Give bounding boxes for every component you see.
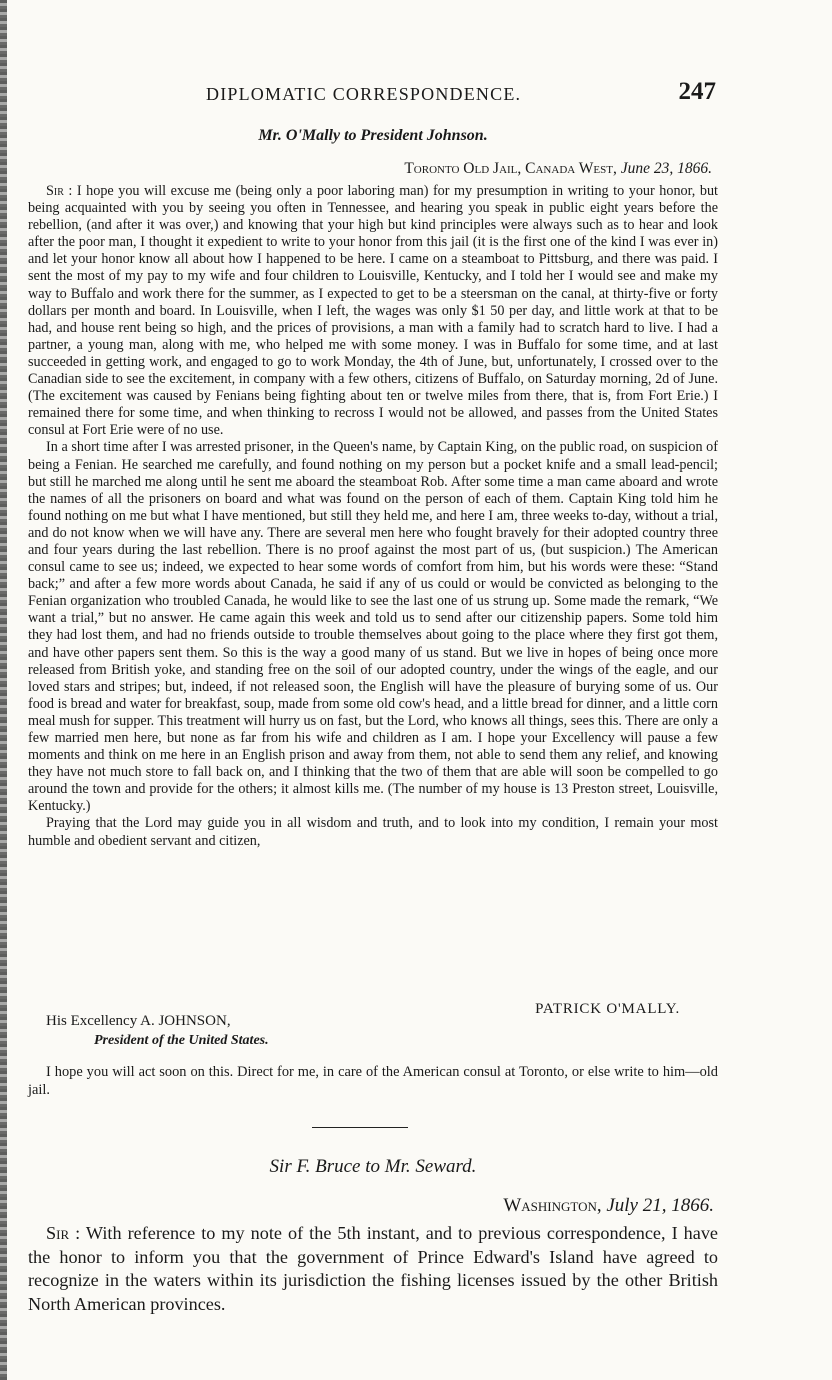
dateline-date: June 23, 1866. bbox=[620, 160, 712, 177]
section-divider bbox=[312, 1127, 408, 1128]
paragraph bbox=[28, 183, 718, 439]
dateline-place: Toronto Old Jail, Canada West, bbox=[404, 160, 617, 177]
page-number: 247 bbox=[678, 78, 716, 105]
signature: PATRICK O'MALLY. bbox=[535, 1001, 680, 1017]
running-head-title: DIPLOMATIC CORRESPONDENCE. bbox=[206, 84, 522, 104]
letter-heading-omally: Mr. O'Mally to President Johnson. bbox=[258, 127, 488, 144]
paragraph-text: With reference to my note of the 5th instant, and to previous correspondence, I have the honor to inform you that the government of Prince Edward's Island have agreed to recognize in the waters within its jurisdiction the fishing licenses issued by the other British North American provinces. bbox=[28, 1223, 719, 1314]
paragraph: Praying that the Lord may guide you in all wisdom and truth, and to look into my condition, I remain your most humble and obedient servant and citizen, bbox=[28, 815, 718, 849]
dateline-toronto bbox=[404, 160, 712, 178]
scan-edge bbox=[0, 0, 7, 1380]
addressee-block bbox=[46, 1012, 269, 1050]
paragraph: In a short time after I was arrested prisoner, in the Queen's name, by Captain King, on the public road, on suspicion of being a Fenian. He searched me carefully, and found nothing on my person but a pocket knife and a small lead-pencil; but still he marched me along until he sent me aboard the steamboat Rob. After some time a man came aboard and wrote the names of all the prisoners on board and what was found on the person of each of them. Captain King told him he found nothing on me but what I have mentioned, but still they held me, and here I am, three weeks to-day, without a trial, and do not know when we will have any. There are several men here who fought bravely for their adopted country three and four years during the last rebellion. There is no proof against the most part of us, (but suspicion.) The American consul came to see us; indeed, we expected to hear some words of comfort from him, but his words were these: “Stand back;” and after a few more words about Canada, he said if any of us could or would be convicted as belonging to the Fenian organization who troubled Canada, he would like to see the last one of us strung up. Some made the remark, “We want a trial,” but no answer. He came again this week and told us to send after our citizenship papers. Some told him they had lost them, and had no friends outside to trouble themselves about going to the place where they first got them, and have other papers sent them. So this is the way a good many of us stand. But we live in hopes of being once more released from British yoke, and standing free on the soil of our adopted country, under the wings of the eagle, and our loved stars and stripes; but, indeed, if not released soon, the English will have the pleasure of burying some of us. Our food is bread and water for breakfast, soup, made from some old cow's head, and a little bread for dinner, and a little corn meal mush for supper. This treatment will hurry us on fast, but the Lord, who knows all things, sees this. There are only a few married men here, but none as far from his wife and children as I am. I hope your Excellency will pause a few moments and think on me here in an English prison and away from them, not able to send them any relief, and knowing they have not much store to fall back on, and I thinking that the two of them that are able will soon be compelled to go around the town and provide for the others; it almost kills me. (The number of my house is 13 Preston street, Louisville, Kentucky.) bbox=[28, 439, 718, 815]
addressee-title: President of the United States. bbox=[94, 1033, 269, 1048]
letter-body-bruce bbox=[28, 1222, 718, 1316]
addressee-name: His Excellency A. JOHNSON, bbox=[46, 1013, 231, 1029]
dateline-place: Washington, bbox=[503, 1195, 602, 1216]
dateline-date: July 21, 1866. bbox=[606, 1195, 714, 1216]
postscript: I hope you will act soon on this. Direct for me, in care of the American consul at Toronto, or else write to him—old jail. bbox=[28, 1064, 718, 1098]
letter-heading-bruce: Sir F. Bruce to Mr. Seward. bbox=[269, 1156, 477, 1177]
letter-body-omally bbox=[28, 183, 718, 850]
paragraph bbox=[28, 1222, 718, 1316]
salutation: Sir : bbox=[46, 183, 73, 199]
paragraph-text: I hope you will excuse me (being only a poor laboring man) for my presumption in writing to your honor, but being acquainted with you by seeing you often in Tennessee, and hearing you speak in public eight years before the rebellion, (and after it was over,) and knowing that your high but kind principles were always such as to hear and look after the poor man, I thought it expedient to write to your honor from this jail (it is the first one of the kind I was ever in) and let your honor know all about how I happened to be here. I came on a steamboat to Pittsburg, and there was paid. I sent the most of my pay to my wife and four children to Louisville, Kentucky, and I told her I would see and make my way to Buffalo and work there for the summer, as I expected to get to be a steersman on the canal, at thirty-five or forty dollars per month and board. In Louisville, when I left, the wages was only $1 50 per day, and little work at that to be had, and house rent being so high, and the prices of provisions, a man with a family had to scratch hard to live. I had a partner, a young man, along with me, who helped me with some money. I was in Buffalo for some time, and at last succeeded in getting work, and engaged to go to work Monday, the 4th of June, but, unfortunately, I crossed over to the Canadian side to see the excitement, in company with a few others, citizens of Buffalo, on Saturday morning, 2d of June. (The excitement was caused by Fenians being fighting about ten or twelve miles from there, that is, from Fort Erie.) I remained there for some time, and when thinking to recross I would not be allowed, and passes from the United States consul at Fort Erie were of no use. bbox=[28, 183, 718, 439]
dateline-washington bbox=[503, 1195, 714, 1217]
salutation: Sir : bbox=[46, 1223, 81, 1243]
running-head bbox=[28, 80, 718, 110]
